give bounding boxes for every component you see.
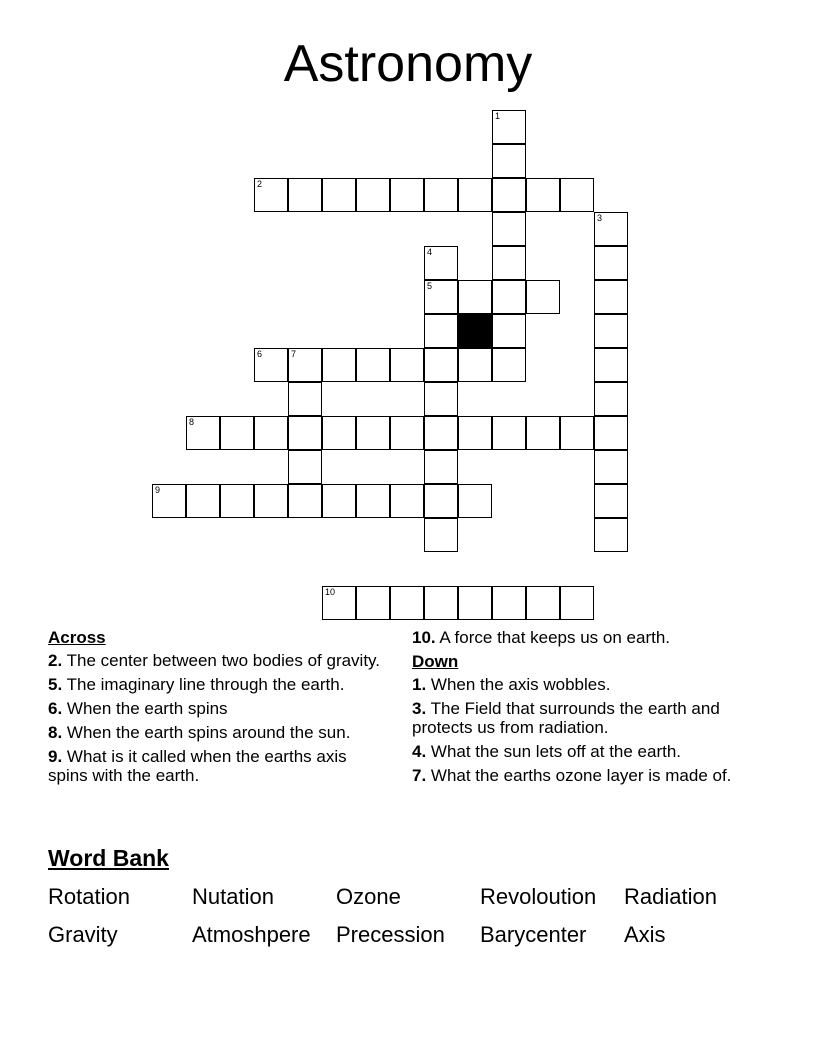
page-title: Astronomy bbox=[283, 35, 533, 93]
grid-cell[interactable] bbox=[492, 144, 526, 178]
grid-cell[interactable] bbox=[288, 484, 322, 518]
grid-cell[interactable] bbox=[254, 348, 288, 382]
grid-cell[interactable] bbox=[390, 416, 424, 450]
grid-cell[interactable] bbox=[560, 178, 594, 212]
word-bank-title: Word Bank bbox=[48, 845, 169, 871]
clue-number: 3. bbox=[412, 699, 427, 718]
grid-cell[interactable] bbox=[424, 518, 458, 552]
grid-cell[interactable] bbox=[492, 314, 526, 348]
grid-cell[interactable] bbox=[356, 586, 390, 620]
grid-cell[interactable] bbox=[492, 178, 526, 212]
clue-text: When the earth spins bbox=[62, 699, 228, 718]
clue-across-2 bbox=[48, 651, 388, 670]
right-clues bbox=[412, 628, 762, 790]
word-bank-item: Rotation bbox=[48, 884, 130, 909]
grid-cell[interactable] bbox=[322, 484, 356, 518]
clue-number: 2. bbox=[48, 651, 63, 670]
word-bank-item: Nutation bbox=[192, 884, 274, 909]
grid-cell[interactable] bbox=[594, 518, 628, 552]
word-bank-item: Gravity bbox=[48, 922, 118, 947]
clue-number: 1. bbox=[412, 675, 427, 694]
grid-cell[interactable] bbox=[390, 348, 424, 382]
grid-cell[interactable] bbox=[424, 348, 458, 382]
word-bank-item: Atmoshpere bbox=[192, 922, 311, 947]
clue-number: 5. bbox=[48, 675, 63, 694]
cell-number: 3 bbox=[597, 213, 603, 223]
grid-cell[interactable] bbox=[424, 314, 458, 348]
cell-number: 7 bbox=[291, 349, 297, 359]
clue-text: What the earths ozone layer is made of. bbox=[426, 766, 732, 785]
clue-down-7 bbox=[412, 766, 762, 785]
across-heading: Across bbox=[48, 628, 106, 647]
grid-cell[interactable] bbox=[424, 586, 458, 620]
grid-cell[interactable] bbox=[458, 586, 492, 620]
grid-cell[interactable] bbox=[390, 484, 424, 518]
clue-across-8 bbox=[48, 723, 388, 742]
clue-across-6 bbox=[48, 699, 388, 718]
grid-cell[interactable] bbox=[526, 280, 560, 314]
grid-cell[interactable] bbox=[254, 416, 288, 450]
grid-cell[interactable] bbox=[356, 348, 390, 382]
clue-number: 9. bbox=[48, 747, 63, 766]
clue-across-9 bbox=[48, 747, 388, 785]
across-clues bbox=[48, 628, 388, 790]
grid-cell[interactable] bbox=[356, 416, 390, 450]
cell-number: 5 bbox=[427, 281, 433, 291]
grid-cell[interactable] bbox=[288, 450, 322, 484]
grid-cell[interactable] bbox=[492, 280, 526, 314]
grid-cell[interactable] bbox=[356, 484, 390, 518]
grid-cell[interactable] bbox=[322, 348, 356, 382]
grid-cell[interactable] bbox=[458, 280, 492, 314]
grid-cell[interactable] bbox=[458, 348, 492, 382]
grid-cell[interactable] bbox=[288, 416, 322, 450]
clue-down-4 bbox=[412, 742, 762, 761]
grid-cell[interactable] bbox=[322, 416, 356, 450]
grid-cell[interactable] bbox=[288, 348, 322, 382]
grid-cell[interactable] bbox=[526, 416, 560, 450]
grid-cell[interactable] bbox=[356, 178, 390, 212]
grid-cell[interactable] bbox=[322, 586, 356, 620]
grid-cell[interactable] bbox=[424, 246, 458, 280]
clue-text: The Field that surrounds the earth and protects us from radiation. bbox=[412, 699, 720, 737]
clue-text: When the earth spins around the sun. bbox=[62, 723, 351, 742]
grid-cell[interactable] bbox=[322, 178, 356, 212]
black-square bbox=[458, 314, 492, 348]
clue-number: 8. bbox=[48, 723, 63, 742]
grid-cell[interactable] bbox=[390, 586, 424, 620]
grid-cell[interactable] bbox=[492, 348, 526, 382]
grid-cell[interactable] bbox=[458, 484, 492, 518]
grid-cell[interactable] bbox=[594, 484, 628, 518]
clue-text: A force that keeps us on earth. bbox=[435, 628, 671, 647]
word-bank-item: Precession bbox=[336, 922, 445, 947]
grid-cell[interactable] bbox=[594, 246, 628, 280]
grid-cell[interactable] bbox=[594, 348, 628, 382]
grid-cell[interactable] bbox=[424, 416, 458, 450]
grid-cell[interactable] bbox=[594, 382, 628, 416]
clue-number: 6. bbox=[48, 699, 63, 718]
grid-cell[interactable] bbox=[390, 178, 424, 212]
grid-cell[interactable] bbox=[288, 382, 322, 416]
clue-across-5 bbox=[48, 675, 388, 694]
word-bank-item: Axis bbox=[624, 922, 666, 947]
clue-text: The center between two bodies of gravity. bbox=[62, 651, 381, 670]
grid-cell[interactable] bbox=[254, 178, 288, 212]
grid-cell[interactable] bbox=[492, 246, 526, 280]
grid-cell[interactable] bbox=[288, 178, 322, 212]
clue-down-3 bbox=[412, 699, 762, 737]
grid-cell[interactable] bbox=[594, 450, 628, 484]
grid-cell[interactable] bbox=[186, 416, 220, 450]
grid-cell[interactable] bbox=[220, 416, 254, 450]
word-bank-item: Ozone bbox=[336, 884, 401, 909]
word-bank-item: Barycenter bbox=[480, 922, 587, 947]
grid-cell[interactable] bbox=[594, 212, 628, 246]
clue-across-10 bbox=[412, 628, 762, 647]
clue-text: What the sun lets off at the earth. bbox=[426, 742, 682, 761]
grid-cell[interactable] bbox=[492, 586, 526, 620]
cell-number: 9 bbox=[155, 485, 161, 495]
grid-cell[interactable] bbox=[186, 484, 220, 518]
grid-cell[interactable] bbox=[492, 110, 526, 144]
cell-number: 10 bbox=[325, 587, 336, 597]
grid-cell[interactable] bbox=[458, 178, 492, 212]
grid-cell[interactable] bbox=[254, 484, 288, 518]
grid-cell[interactable] bbox=[424, 382, 458, 416]
grid-cell[interactable] bbox=[220, 484, 254, 518]
cell-number: 1 bbox=[495, 111, 501, 121]
word-bank-item: Revoloution bbox=[480, 884, 597, 909]
cell-number: 6 bbox=[257, 349, 263, 359]
clue-number: 7. bbox=[412, 766, 427, 785]
clue-number: 4. bbox=[412, 742, 427, 761]
grid-cell[interactable] bbox=[526, 586, 560, 620]
cell-number: 4 bbox=[427, 247, 433, 257]
grid-cell[interactable] bbox=[594, 314, 628, 348]
clue-text: What is it called when the earths axis spins with the earth. bbox=[48, 747, 347, 785]
grid-cell[interactable] bbox=[526, 178, 560, 212]
grid-cell[interactable] bbox=[594, 280, 628, 314]
word-bank-item: Radiation bbox=[624, 884, 717, 909]
clue-down-1 bbox=[412, 675, 762, 694]
grid-cell[interactable] bbox=[560, 416, 594, 450]
grid-cell[interactable] bbox=[492, 212, 526, 246]
clue-text: The imaginary line through the earth. bbox=[62, 675, 345, 694]
clue-number: 10. bbox=[412, 628, 436, 647]
word-bank bbox=[48, 880, 788, 956]
cell-number: 2 bbox=[257, 179, 263, 189]
clue-text: When the axis wobbles. bbox=[426, 675, 611, 694]
grid-cell[interactable] bbox=[560, 586, 594, 620]
grid-cell[interactable] bbox=[152, 484, 186, 518]
grid-cell[interactable] bbox=[424, 280, 458, 314]
grid-cell[interactable] bbox=[492, 416, 526, 450]
down-heading: Down bbox=[412, 652, 459, 671]
grid-cell[interactable] bbox=[594, 416, 628, 450]
grid-cell[interactable] bbox=[424, 450, 458, 484]
grid-cell[interactable] bbox=[424, 178, 458, 212]
cell-number: 8 bbox=[189, 417, 195, 427]
grid-cell[interactable] bbox=[424, 484, 458, 518]
grid-cell[interactable] bbox=[458, 416, 492, 450]
